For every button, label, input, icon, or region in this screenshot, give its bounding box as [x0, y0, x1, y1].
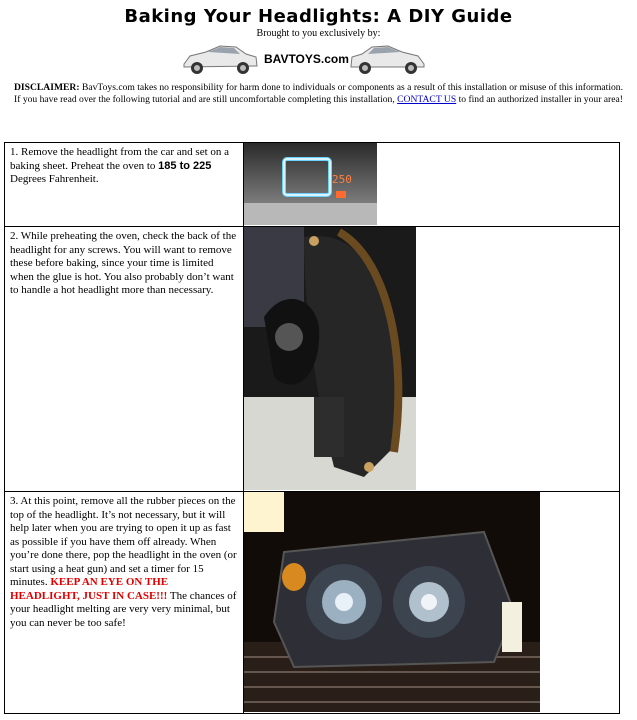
- disclaimer-text: BavToys.com takes no responsibility for harm done to individuals or components as a result of this installation or misuse of this information. If you have read over the following tutorial and are still uncomfortable completing this installation,: [14, 82, 623, 105]
- oven-display-readout: 250: [332, 173, 353, 186]
- headlight-back-photo: [244, 227, 416, 490]
- contact-us-link[interactable]: CONTACT US: [397, 94, 457, 105]
- car-icon: [180, 42, 260, 76]
- disclaimer-label: DISCLAIMER:: [13, 82, 80, 93]
- brought-by-text: Brought to you exclusively by:: [256, 28, 381, 39]
- steps-table: [4, 142, 620, 714]
- step-photo-cell: [244, 143, 620, 227]
- oven-display-photo: [244, 143, 377, 225]
- step-row: [5, 492, 620, 714]
- step-row: [5, 227, 620, 492]
- sponsor-logo: [180, 40, 460, 80]
- disclaimer: [10, 82, 627, 106]
- brand-name: BAVTOYS.com: [264, 52, 349, 66]
- step-photo-cell: [244, 227, 620, 492]
- temperature-range: 185 to 225: [158, 159, 212, 172]
- step-row: [5, 143, 620, 227]
- disclaimer-text-end: to find an authorized installer in your area!: [456, 94, 623, 105]
- step-photo-cell: [244, 492, 620, 714]
- warning-text: KEEP AN EYE ON THE HEADLIGHT, JUST IN CASE!!!: [10, 576, 169, 602]
- step-text: 2. While preheating the oven, check the back of the headlight for any screws. You will want to remove these before baking, since your time is limited when the glue is hot. You also probably don’t want to handle a hot headlight more than necessary.: [5, 227, 244, 492]
- headlight-in-oven-photo: [244, 492, 540, 712]
- car-icon: [348, 42, 428, 76]
- step-text: 1. Remove the headlight from the car and set on a baking sheet. Preheat the oven to 185 to 225 Degrees Fahrenheit.: [5, 143, 244, 227]
- page-title: Baking Your Headlights: A DIY Guide: [124, 6, 513, 27]
- step-text: 3. At this point, remove all the rubber pieces on the top of the headlight. It’s not necessary, but it will help later when you are trying to open it up as fast as possible if you have them off already. When you’re done there, pop the headlight in the oven (or start using a heat gun) and set a timer for 15 minutes. KEEP AN EYE ON THE HEADLIGHT, JUST IN CASE!!! The chances of your headlight melting are very very minimal, but you can never be too safe!: [5, 492, 244, 714]
